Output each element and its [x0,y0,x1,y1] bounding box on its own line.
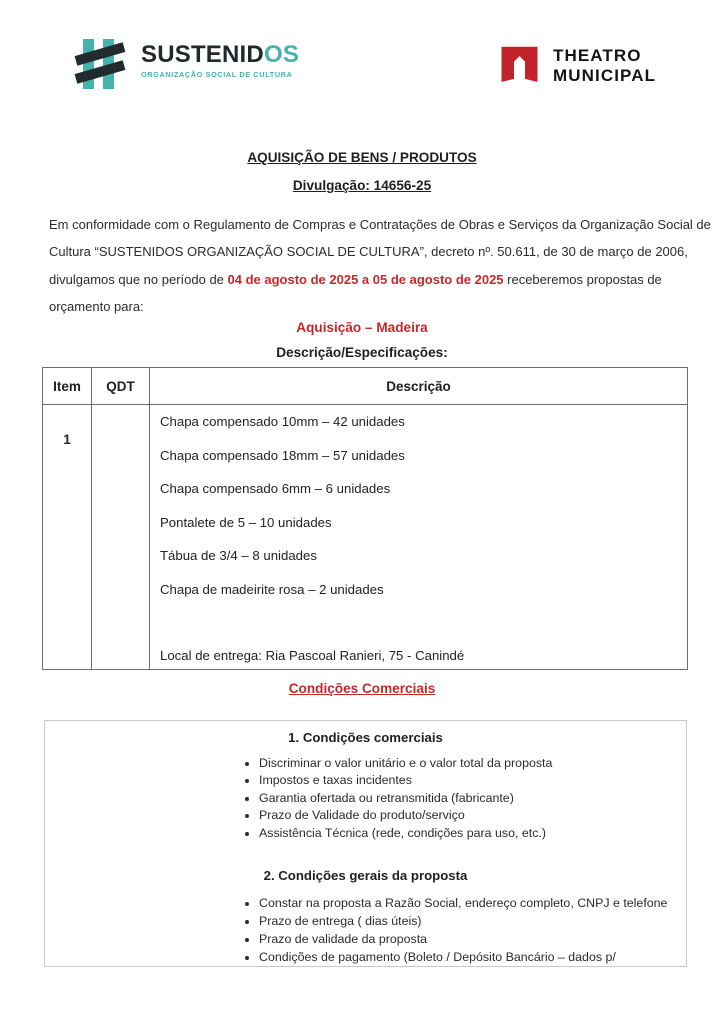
description-line: Chapa compensado 6mm – 6 unidades [160,481,391,497]
delivery-location: Local de entrega: Ria Pascoal Ranieri, 75 - Canindé [160,647,465,663]
sustenidos-logo [76,36,299,94]
commercial-conditions-list [45,755,686,842]
commercial-conditions-title: 1. Condições comerciais [288,730,443,745]
items-table [42,367,688,670]
proposal-period-dates: 04 de agosto de 2025 a 05 de agosto de 2025 [227,271,504,287]
description-line: Pontalete de 5 – 10 unidades [160,514,332,530]
description-line: Chapa compensado 18mm – 57 unidades [160,447,405,463]
theatro-arch-icon [496,42,543,89]
description-cell [150,405,688,670]
list-item: • Prazo de entrega ( dias úteis) [259,912,686,930]
document-title: AQUISIÇÃO DE BENS / PRODUTOS [247,150,477,165]
document-subtitle: Divulgação: 14656-25 [292,178,432,193]
description-line: Tábua de 3/4 – 8 unidades [160,548,317,564]
conditions-box [44,720,687,967]
intro-line-1: Em conformidade com o Regulamento de Compras e Contratações de Obras e Serviços da Organização Social de [49,217,711,232]
qdt-cell [92,405,150,670]
general-conditions-title: 2. Condições gerais da proposta [263,868,468,884]
list-item: • Assistência Técnica (rede, condições para uso, etc.) [259,825,686,842]
col-header-item: Item [43,368,92,405]
specification-heading: Descrição/Especificações: [276,345,448,360]
list-item: • Prazo de Validade do produto/serviço [259,807,686,824]
list-item: • Garantia ofertada ou retransmitida (fabricante) [259,790,686,807]
commercial-conditions-heading: Condições Comerciais [288,681,436,696]
sustenidos-wordmark: SUSTENIDOS [141,41,300,68]
list-item: • Constar na proposta a Razão Social, endereço completo, CNPJ e telefone [259,894,686,912]
list-item: • Impostos e taxas incidentes [259,772,686,789]
document-title-block [0,150,724,193]
list-item: • Condições de pagamento (Boleto / Depósito Bancário – dados p/ [259,948,686,966]
list-item: • Discriminar o valor unitário e o valor total da proposta [259,755,686,772]
item-number-cell: 1 [43,405,92,670]
intro-paragraph [49,211,711,320]
acquisition-heading: Aquisição – Madeira [296,320,428,335]
description-line: Chapa compensado 10mm – 42 unidades [160,414,405,429]
col-header-descricao: Descrição [150,368,688,405]
table-header-row [43,368,688,405]
intro-line-4: orçamento para: [49,298,144,314]
intro-line-3: divulgamos que no período de 04 de agosto de 2025 a 05 de agosto de 2025 receberemos propostas de [49,271,662,287]
description-line: Chapa de madeirite rosa – 2 unidades [160,581,384,597]
sustenidos-hash-icon [76,36,130,94]
list-item: • Prazo de validade da proposta [259,930,686,948]
theatro-municipal-logo [496,42,656,89]
table-row [43,405,688,670]
sustenidos-tagline: ORGANIZAÇÃO SOCIAL DE CULTURA [141,70,293,79]
theatro-wordmark: THEATRO MUNICIPAL [553,46,657,85]
intro-line-2: Cultura “SUSTENIDOS ORGANIZAÇÃO SOCIAL DE CULTURA”, decreto nº. 50.611, de 30 de março de 2006, [49,244,688,260]
general-conditions-list [45,894,686,966]
col-header-qdt: QDT [92,368,150,405]
